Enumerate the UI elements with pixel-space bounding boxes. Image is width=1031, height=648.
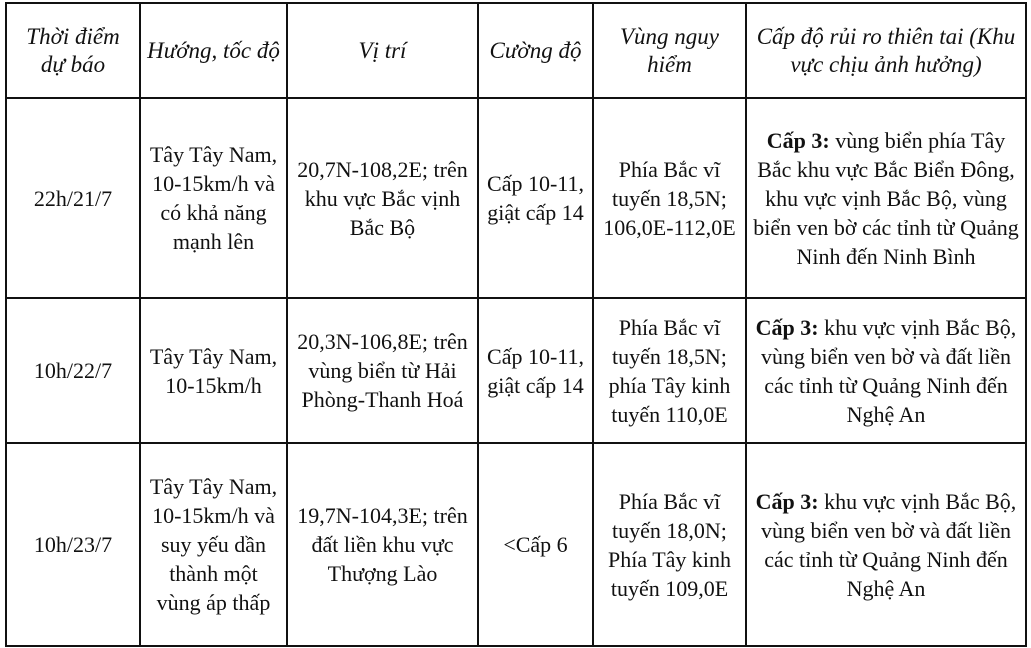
table-header-row (6, 3, 1026, 98)
cell-intensity: Cấp 10-11, giật cấp 14 (478, 98, 593, 298)
cell-direction-speed: Tây Tây Nam, 10-15km/h (140, 298, 287, 443)
cell-direction-speed: Tây Tây Nam, 10-15km/h và có khả năng mạnh lên (140, 98, 287, 298)
risk-area-text: khu vực vịnh Bắc Bộ, vùng biển ven bờ và đất liền các tỉnh từ Quảng Ninh đến Nghệ An (761, 314, 1017, 427)
table-row (6, 98, 1026, 298)
risk-area-text: khu vực vịnh Bắc Bộ, vùng biển ven bờ và đất liền các tỉnh từ Quảng Ninh đến Nghệ An (761, 488, 1017, 601)
cell-intensity: <Cấp 6 (478, 443, 593, 646)
cell-danger-zone: Phía Bắc vĩ tuyến 18,5N; phía Tây kinh tuyến 110,0E (593, 298, 746, 443)
cell-position: 19,7N-104,3E; trên đất liền khu vực Thượng Lào (287, 443, 478, 646)
cell-intensity: Cấp 10-11, giật cấp 14 (478, 298, 593, 443)
risk-level-label: Cấp 3: (755, 314, 819, 340)
cell-time: 10h/23/7 (6, 443, 140, 646)
cell-risk (746, 98, 1026, 298)
risk-area-text: vùng biển phía Tây Bắc khu vực Bắc Biển Đông, khu vực vịnh Bắc Bộ, vùng biển ven bờ các tỉnh từ Quảng Ninh đến Ninh Bình (753, 127, 1019, 269)
header-forecast-time: Thời điểm dự báo (6, 3, 140, 98)
cell-risk (746, 443, 1026, 646)
cell-position: 20,3N-106,8E; trên vùng biển từ Hải Phòng-Thanh Hoá (287, 298, 478, 443)
table-row (6, 298, 1026, 443)
header-intensity: Cường độ (478, 3, 593, 98)
cell-time: 10h/22/7 (6, 298, 140, 443)
header-position: Vị trí (287, 3, 478, 98)
cell-position: 20,7N-108,2E; trên khu vực Bắc vịnh Bắc Bộ (287, 98, 478, 298)
risk-level-label: Cấp 3: (766, 127, 830, 153)
cell-risk (746, 298, 1026, 443)
cell-danger-zone: Phía Bắc vĩ tuyến 18,0N; Phía Tây kinh tuyến 109,0E (593, 443, 746, 646)
cell-direction-speed: Tây Tây Nam, 10-15km/h và suy yếu dần thành một vùng áp thấp (140, 443, 287, 646)
risk-level-label: Cấp 3: (755, 488, 819, 514)
header-direction-speed: Hướng, tốc độ (140, 3, 287, 98)
header-danger-zone: Vùng nguy hiểm (593, 3, 746, 98)
storm-forecast-table (5, 2, 1027, 647)
cell-danger-zone: Phía Bắc vĩ tuyến 18,5N; 106,0E-112,0E (593, 98, 746, 298)
cell-time: 22h/21/7 (6, 98, 140, 298)
header-risk-level: Cấp độ rủi ro thiên tai (Khu vực chịu ảnh hưởng) (746, 3, 1026, 98)
table-row (6, 443, 1026, 646)
